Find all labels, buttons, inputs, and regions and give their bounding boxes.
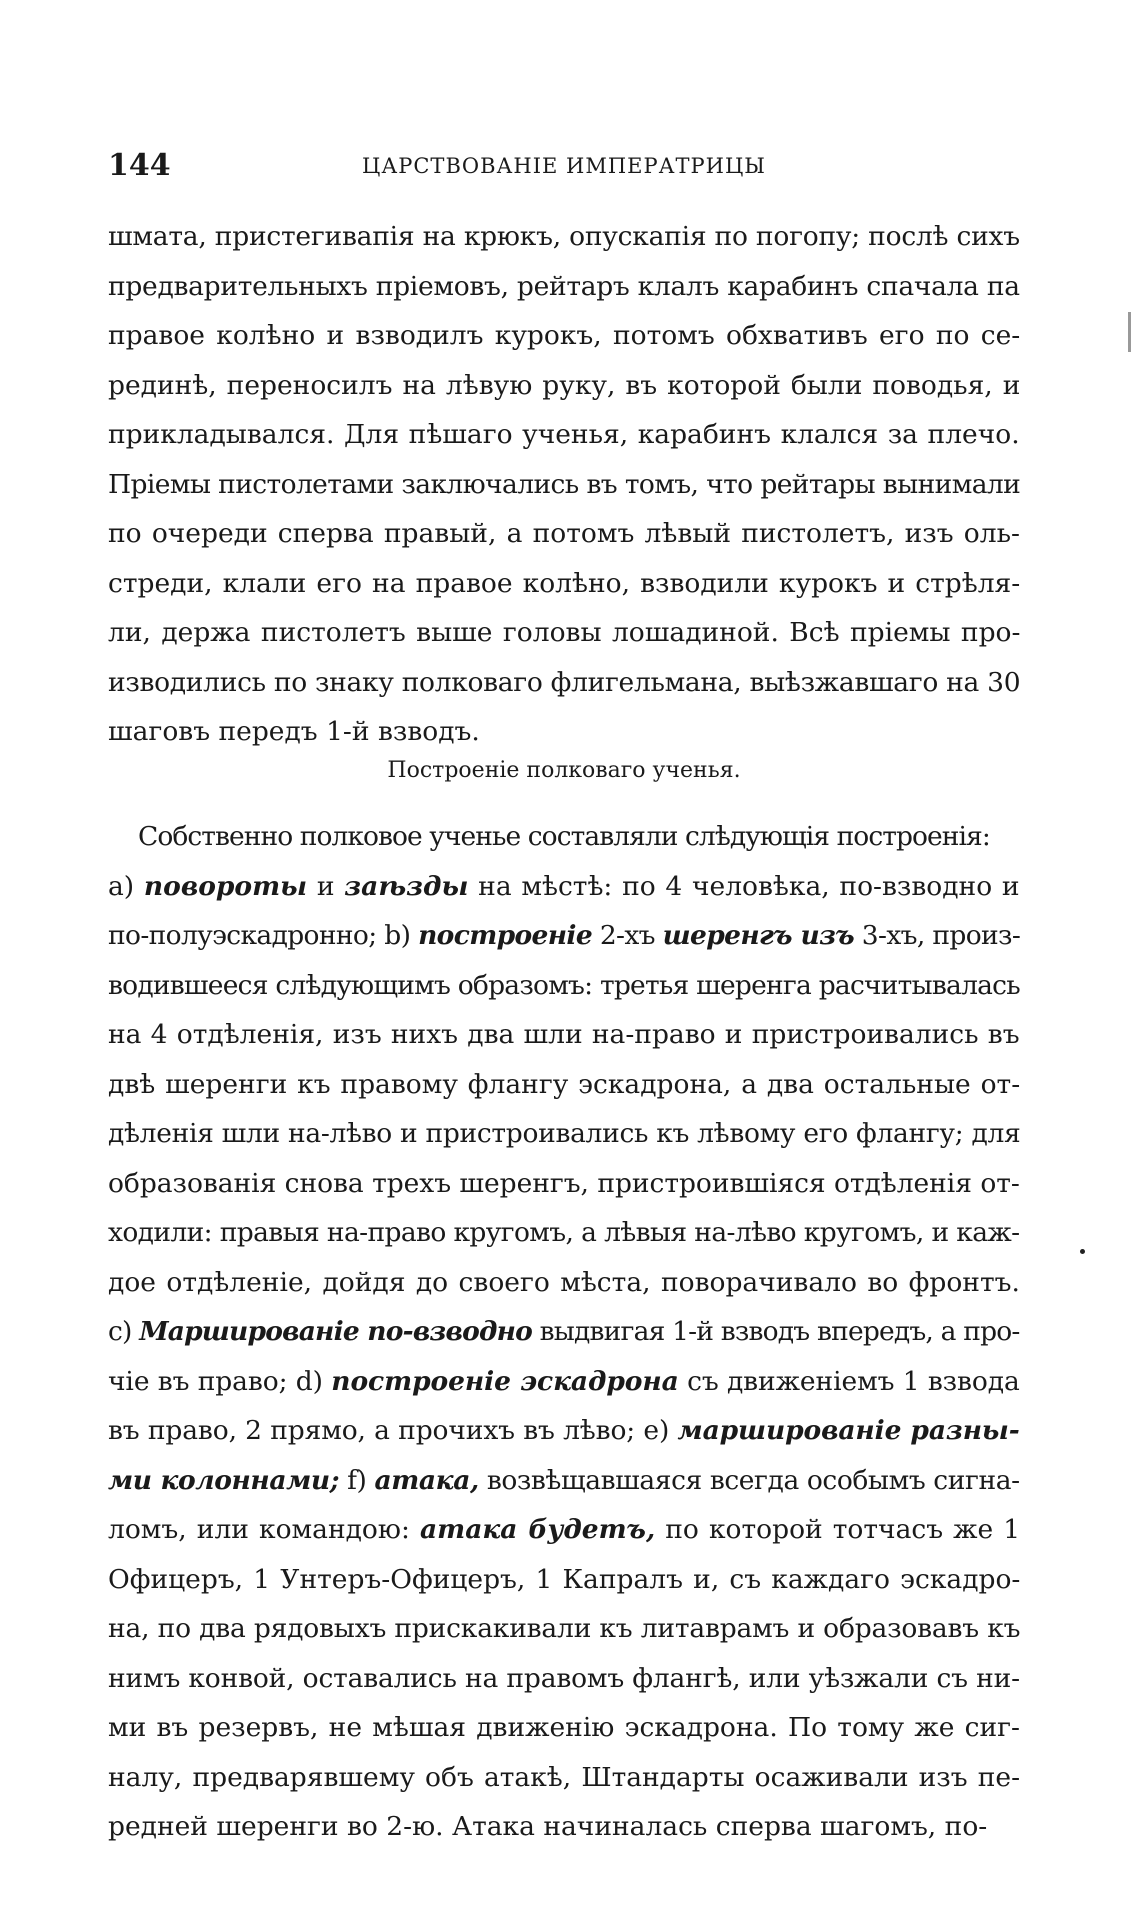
text-line: рединѣ, переносилъ на лѣвую руку, въ которой были поводья, и [108, 369, 1021, 401]
italic-term: заѣзды [344, 870, 469, 902]
running-title: ЦАРСТВОВАНІЕ ИМПЕРАТРИЦЫ [362, 154, 766, 178]
text-line: чіе въ право; d) построеніе эскадрона съ движеніемъ 1 взвода [108, 1365, 1020, 1397]
italic-term: атака будетъ, [419, 1514, 656, 1545]
italic-term: повороты [143, 870, 308, 902]
italic-term: маршированіе разны- [677, 1415, 1020, 1446]
text-line: въ право, 2 прямо, а прочихъ въ лѣво; e) маршированіе разны- [108, 1415, 1020, 1446]
ink-speck [1080, 1249, 1085, 1254]
text-line: изводились по знаку полковаго флигельмана, выѣзжавшаго на 30 [108, 666, 1021, 698]
section-heading: Построеніе полковаго ученья. [387, 758, 741, 783]
page-header [108, 148, 1020, 188]
text-line: дое отдѣленіе, дойдя до своего мѣста, поворачивало во фронтъ. [108, 1266, 1020, 1298]
text-line: a) повороты и заѣзды на мѣстѣ: по 4 человѣка, по-взводно и [108, 870, 1020, 902]
text-line: c) Маршированіе по-взводно выдвигая 1-й взводъ впередъ, а про- [108, 1316, 1020, 1347]
text-line: прикладывался. Для пѣшаго ученья, карабинъ клался за плечо. [108, 419, 1020, 450]
text-line: двѣ шеренги къ правому флангу эскадрона, а два остальные от- [108, 1068, 1021, 1100]
text-line: на, по два рядовыхъ прискакивали къ литаврамъ и образовавъ къ [108, 1613, 1021, 1644]
italic-term: шеренгъ изъ [662, 920, 855, 951]
text-line: предварительныхъ пріемовъ, рейтаръ клалъ карабинъ спачала па [108, 270, 1020, 302]
text-line: ли, держа пистолетъ выше головы лошадиной. Всѣ пріемы про- [108, 617, 1021, 648]
page-number: 144 [108, 148, 171, 183]
text-line: нимъ конвой, оставались на правомъ флангѣ, или уѣзжали съ ни- [108, 1662, 1020, 1694]
scan-margin-mark [1128, 312, 1131, 352]
text-line: водившееся слѣдующимъ образомъ: третья шеренга расчитывалась [108, 969, 1020, 1001]
text-line: Собственно полковое ученье составляли слѣдующія построенія: [138, 821, 990, 852]
text-line: на 4 отдѣленія, изъ нихъ два шли на-право и пристроивались въ [108, 1019, 1020, 1050]
text-line: дѣленія шли на-лѣво и пристроивались къ лѣвому его флангу; для [108, 1118, 1021, 1149]
text-line: шмата, пристегивапія на крюкъ, опускапія по погопу; послѣ сихъ [108, 221, 1020, 252]
text-line: ходили: правыя на-право кругомъ, а лѣвыя на-лѣво кругомъ, и каж- [108, 1217, 1020, 1248]
text-line: по очереди сперва правый, а потомъ лѣвый пистолетъ, изъ оль- [108, 518, 1020, 549]
text-line: по-полуэскадронно; b) построеніе 2-хъ шеренгъ изъ 3-хъ, произ- [108, 920, 1021, 951]
italic-term: построеніе [418, 920, 593, 951]
italic-term: ми колоннами; [108, 1464, 340, 1496]
text-line: редней шеренги во 2-ю. Атака начиналась сперва шагомъ, по- [108, 1811, 988, 1842]
text-line: правое колѣно и взводилъ курокъ, потомъ обхвативъ его по се- [108, 320, 1021, 351]
text-line: стреди, клали его на правое колѣно, взводили курокъ и стрѣля- [108, 567, 1021, 599]
text-line: образованія снова трехъ шеренгъ, пристроившіяся отдѣленія от- [108, 1167, 1020, 1199]
text-line: ми въ резервъ, не мѣшая движенію эскадрона. По тому же сиг- [108, 1712, 1020, 1743]
text-line: Офицеръ, 1 Унтеръ-Офицеръ, 1 Капралъ и, съ каждаго эскадро- [108, 1563, 1021, 1595]
italic-term: построеніе эскадрона [331, 1365, 679, 1397]
italic-term: атака, [374, 1464, 479, 1496]
paragraph-regimental-drill [108, 812, 1020, 1852]
text-line: ломъ, или командою: атака будетъ, по которой тотчасъ же 1 [108, 1514, 1021, 1545]
text-line: шаговъ передъ 1-й взводъ. [108, 716, 480, 747]
text-line: ми колоннами; f) атака, возвѣщавшаяся всегда особымъ сигна- [108, 1464, 1020, 1496]
text-line: Пріемы пистолетами заключались въ томъ, что рейтары вынимали [108, 468, 1021, 500]
text-line: налу, предварявшему объ атакѣ, Штандарты осаживали изъ пе- [108, 1761, 1021, 1793]
paragraph-continued [108, 212, 1020, 757]
italic-term: Маршированіе по-взводно [139, 1316, 532, 1347]
